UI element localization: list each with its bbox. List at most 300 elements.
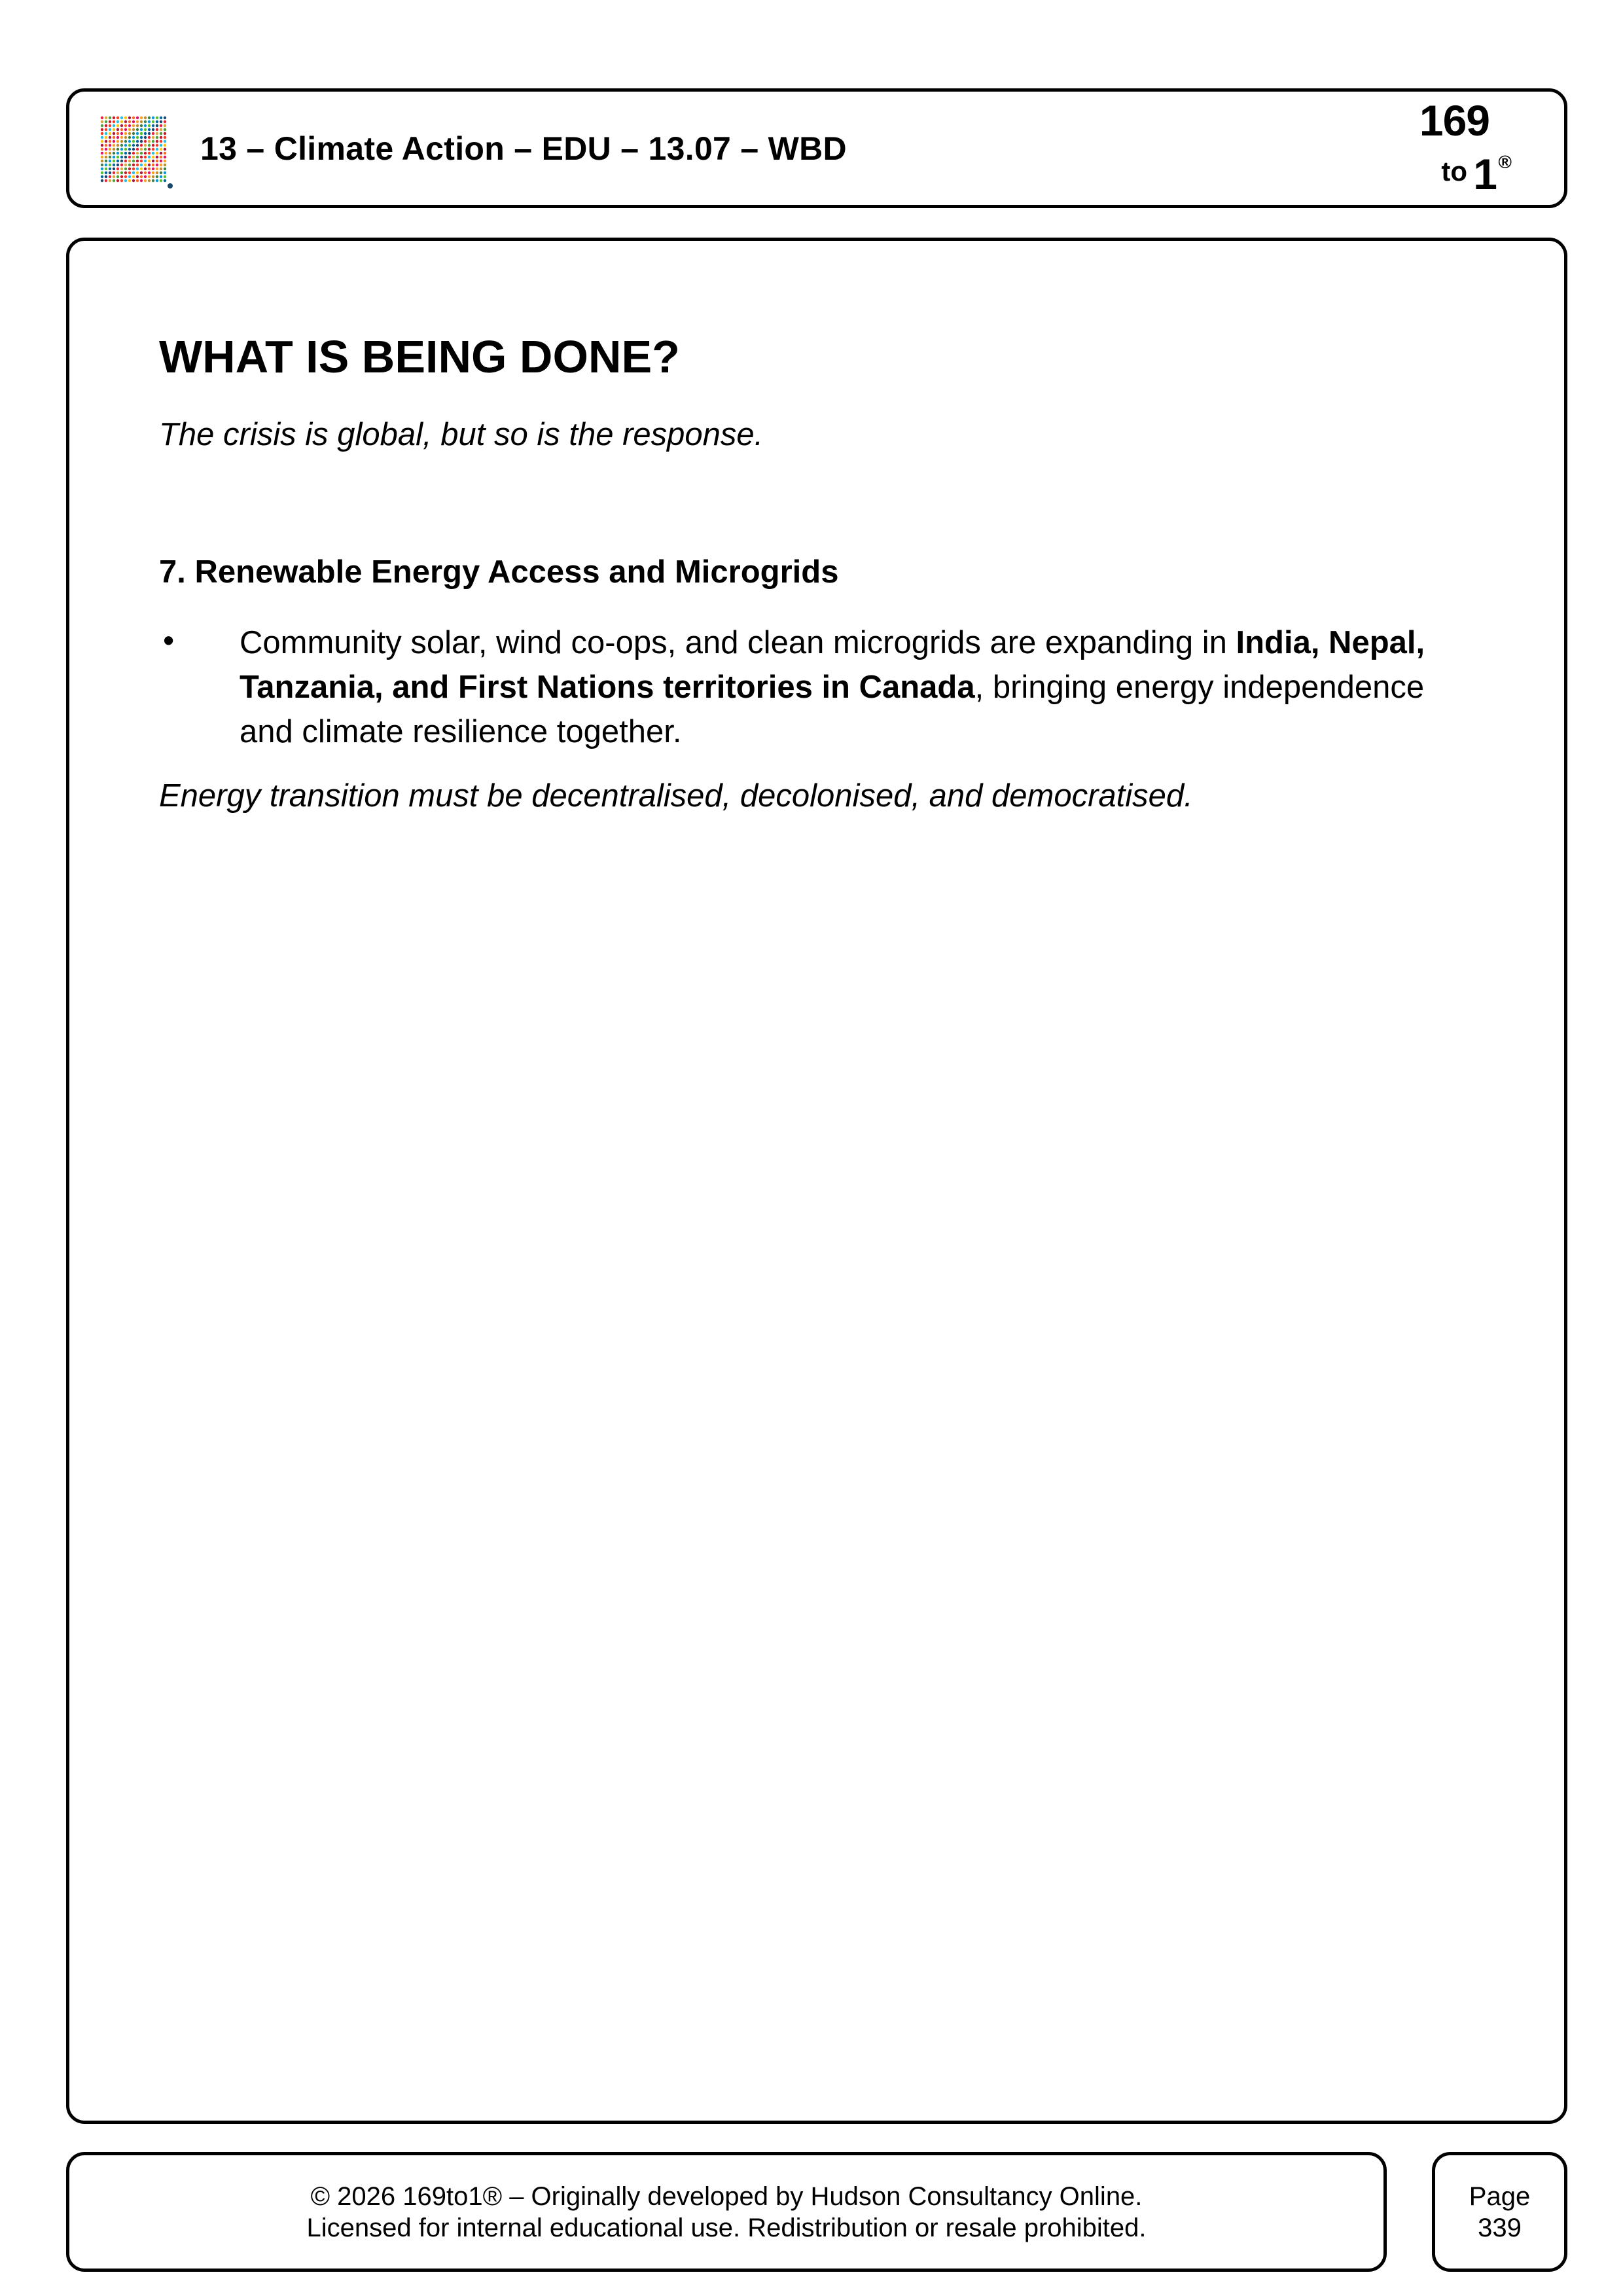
logo-dot	[136, 120, 139, 123]
logo-dot	[105, 179, 107, 182]
logo-dot	[109, 156, 111, 158]
logo-dot	[113, 117, 115, 119]
logo-dot	[160, 179, 162, 182]
registered-mark: ®	[1498, 152, 1512, 172]
logo-dot	[156, 132, 158, 135]
logo-dot	[120, 144, 123, 147]
logo-dot	[120, 140, 123, 143]
logo-dot	[144, 117, 147, 119]
logo-dot	[101, 117, 103, 119]
logo-dot	[124, 144, 127, 147]
logo-dot	[152, 152, 154, 154]
logo-dot	[109, 160, 111, 162]
logo-dot	[101, 164, 103, 166]
logo-dot	[148, 128, 151, 131]
logo-dot	[128, 160, 131, 162]
logo-dot	[116, 148, 119, 151]
sdg-dot-grid-logo-icon	[99, 115, 173, 188]
logo-dot	[152, 124, 154, 127]
logo-dot	[109, 164, 111, 166]
logo-dot	[132, 164, 135, 166]
logo-dot	[128, 132, 131, 135]
logo-dot	[160, 160, 162, 162]
logo-dot	[148, 117, 151, 119]
logo-dot	[128, 140, 131, 143]
logo-dot	[152, 117, 154, 119]
logo-dot	[116, 140, 119, 143]
logo-dot	[128, 152, 131, 154]
logo-dot	[124, 148, 127, 151]
logo-dot	[144, 144, 147, 147]
logo-dot	[136, 136, 139, 139]
logo-dot	[124, 124, 127, 127]
logo-dot	[164, 171, 166, 174]
logo-dot	[164, 144, 166, 147]
logo-dot	[105, 171, 107, 174]
logo-dot	[113, 144, 115, 147]
section-subtitle: The crisis is global, but so is the response.	[159, 417, 764, 452]
logo-dot	[152, 148, 154, 151]
logo-dot	[124, 140, 127, 143]
logo-dot	[136, 171, 139, 174]
logo-dot	[140, 175, 143, 178]
logo-dot	[136, 156, 139, 158]
logo-dot	[101, 156, 103, 158]
logo-dot	[105, 144, 107, 147]
logo-dot	[152, 168, 154, 170]
brand-to: to	[1441, 156, 1467, 187]
logo-dot	[164, 124, 166, 127]
logo-dot	[148, 132, 151, 135]
logo-dot	[148, 136, 151, 139]
logo-dot	[156, 128, 158, 131]
logo-dot	[116, 120, 119, 123]
logo-dot	[105, 136, 107, 139]
logo-dot	[120, 132, 123, 135]
logo-dot	[156, 124, 158, 127]
logo-dot	[136, 148, 139, 151]
logo-dot	[164, 117, 166, 119]
logo-dot	[128, 156, 131, 158]
logo-dot	[144, 156, 147, 158]
logo-dot	[116, 117, 119, 119]
logo-dot	[164, 148, 166, 151]
logo-dot	[140, 148, 143, 151]
logo-dot	[128, 175, 131, 178]
logo-dot	[144, 179, 147, 182]
logo-dot	[152, 128, 154, 131]
logo-dot	[160, 152, 162, 154]
footer-copyright-box	[66, 2152, 1387, 2272]
logo-dot	[120, 171, 123, 174]
logo-dot	[136, 179, 139, 182]
logo-dot	[136, 175, 139, 178]
logo-dot	[164, 140, 166, 143]
brand-one: 1	[1473, 150, 1497, 198]
logo-dot	[101, 132, 103, 135]
logo-dot	[120, 168, 123, 170]
logo-dot	[124, 152, 127, 154]
logo-dot	[156, 120, 158, 123]
logo-dot	[124, 156, 127, 158]
logo-dot	[140, 124, 143, 127]
logo-dot	[132, 140, 135, 143]
logo-dot	[101, 179, 103, 182]
logo-dot	[140, 171, 143, 174]
logo-dot	[120, 156, 123, 158]
logo-dot	[116, 136, 119, 139]
logo-dot	[113, 120, 115, 123]
logo-dot	[124, 120, 127, 123]
logo-dot	[140, 117, 143, 119]
logo-dot	[109, 136, 111, 139]
header-bar	[66, 88, 1567, 208]
logo-dot	[148, 124, 151, 127]
logo-dot	[140, 144, 143, 147]
bullet-text	[240, 620, 1483, 754]
logo-dot	[144, 132, 147, 135]
logo-dot	[152, 164, 154, 166]
brand-logo	[1394, 92, 1512, 205]
logo-dot	[105, 156, 107, 158]
logo-dot	[152, 160, 154, 162]
logo-dot	[160, 148, 162, 151]
logo-dot	[160, 171, 162, 174]
logo-dot	[152, 132, 154, 135]
logo-dot	[113, 171, 115, 174]
logo-dot	[160, 120, 162, 123]
item-heading: 7. Renewable Energy Access and Microgrids	[159, 554, 839, 590]
logo-dot	[160, 136, 162, 139]
logo-dot	[152, 140, 154, 143]
logo-dot	[109, 179, 111, 182]
logo-dot	[128, 136, 131, 139]
footer-text	[69, 2155, 1383, 2269]
logo-dot	[124, 117, 127, 119]
logo-dot	[113, 128, 115, 131]
logo-dot	[144, 140, 147, 143]
logo-dot	[156, 171, 158, 174]
logo-dot	[113, 168, 115, 170]
logo-dot	[156, 117, 158, 119]
logo-dot	[128, 144, 131, 147]
logo-dot	[113, 160, 115, 162]
bullet-text-end: , bringing energy independence and climate resilience together.	[240, 670, 1425, 749]
logo-dot	[160, 132, 162, 135]
logo-dot	[124, 168, 127, 170]
logo-dot	[128, 164, 131, 166]
logo-dot	[101, 152, 103, 154]
logo-dot	[136, 124, 139, 127]
brand-number: 169	[1419, 96, 1489, 145]
logo-dot	[136, 168, 139, 170]
logo-dot	[101, 175, 103, 178]
logo-dot	[101, 160, 103, 162]
logo-dot	[148, 152, 151, 154]
logo-dot	[105, 140, 107, 143]
main-content-panel	[66, 238, 1567, 2124]
logo-dot	[144, 171, 147, 174]
logo-dot	[132, 171, 135, 174]
logo-end-dot	[168, 183, 173, 188]
logo-dot	[164, 179, 166, 182]
page-number-box	[1432, 2152, 1567, 2272]
logo-dot	[132, 160, 135, 162]
section-title: WHAT IS BEING DONE?	[159, 331, 680, 382]
logo-dot	[156, 164, 158, 166]
logo-dot	[120, 120, 123, 123]
logo-dot	[116, 175, 119, 178]
logo-dot	[144, 168, 147, 170]
logo-dot	[101, 128, 103, 131]
bullet-icon: •	[163, 623, 175, 658]
logo-dot	[128, 120, 131, 123]
logo-dot	[105, 148, 107, 151]
logo-dot	[109, 144, 111, 147]
logo-dot	[148, 175, 151, 178]
logo-dot	[132, 144, 135, 147]
bullet-text-start: Community solar, wind co-ops, and clean microgrids are expanding in	[240, 625, 1236, 660]
logo-dot	[109, 124, 111, 127]
logo-dot	[140, 140, 143, 143]
logo-dot	[164, 160, 166, 162]
logo-dot	[160, 124, 162, 127]
logo-dot	[109, 128, 111, 131]
logo-dot	[124, 128, 127, 131]
logo-dot	[156, 156, 158, 158]
logo-dot	[124, 132, 127, 135]
logo-dot	[105, 160, 107, 162]
logo-dot	[120, 152, 123, 154]
logo-dot	[124, 175, 127, 178]
logo-dot	[144, 160, 147, 162]
logo-dot	[156, 140, 158, 143]
logo-dot	[116, 160, 119, 162]
logo-dot	[109, 152, 111, 154]
logo-dot	[124, 164, 127, 166]
logo-dot	[160, 117, 162, 119]
logo-dot	[136, 144, 139, 147]
logo-dot	[160, 156, 162, 158]
logo-dot	[105, 124, 107, 127]
logo-dot	[105, 120, 107, 123]
document-code-title: 13 – Climate Action – EDU – 13.07 – WBD	[200, 130, 847, 167]
logo-dot	[164, 168, 166, 170]
logo-dot	[144, 148, 147, 151]
logo-dot	[136, 117, 139, 119]
logo-dot	[120, 136, 123, 139]
logo-dot	[152, 175, 154, 178]
logo-dot	[136, 132, 139, 135]
logo-dot	[101, 168, 103, 170]
logo-dot	[132, 179, 135, 182]
logo-dot	[136, 140, 139, 143]
logo-dot	[160, 140, 162, 143]
logo-dot	[140, 160, 143, 162]
logo-dot	[105, 175, 107, 178]
logo-dot	[148, 148, 151, 151]
logo-dot	[160, 164, 162, 166]
logo-dot	[120, 148, 123, 151]
logo-dot	[144, 124, 147, 127]
logo-dot	[128, 179, 131, 182]
logo-dot	[120, 124, 123, 127]
logo-dot	[116, 128, 119, 131]
logo-dot	[109, 168, 111, 170]
logo-dot	[116, 124, 119, 127]
logo-dot	[132, 120, 135, 123]
logo-dot	[101, 171, 103, 174]
license-line: Licensed for internal educational use. Redistribution or resale prohibited.	[306, 2213, 1147, 2242]
logo-dot	[140, 164, 143, 166]
logo-dot	[140, 152, 143, 154]
logo-dot	[120, 179, 123, 182]
logo-dot	[113, 175, 115, 178]
logo-dot	[128, 128, 131, 131]
logo-dot	[101, 144, 103, 147]
logo-dot	[148, 144, 151, 147]
logo-dot	[124, 171, 127, 174]
logo-dot	[152, 156, 154, 158]
logo-dot	[109, 148, 111, 151]
logo-dot	[164, 156, 166, 158]
logo-dot	[101, 136, 103, 139]
logo-dot	[128, 148, 131, 151]
logo-dot	[152, 171, 154, 174]
page-value: 339	[1478, 2213, 1522, 2242]
logo-dot	[120, 117, 123, 119]
logo-dot	[144, 128, 147, 131]
logo-dot	[105, 132, 107, 135]
logo-dot	[140, 128, 143, 131]
logo-dot	[160, 168, 162, 170]
logo-dot	[164, 128, 166, 131]
logo-dot	[156, 179, 158, 182]
logo-dot	[140, 156, 143, 158]
logo-dot	[152, 120, 154, 123]
logo-dot	[156, 136, 158, 139]
logo-dot	[132, 148, 135, 151]
logo-dot	[144, 152, 147, 154]
logo-dot	[128, 124, 131, 127]
logo-dot	[148, 168, 151, 170]
logo-dot	[124, 179, 127, 182]
logo-dot	[124, 136, 127, 139]
closing-note: Energy transition must be decentralised, decolonised, and democratised.	[159, 778, 1193, 814]
logo-dot	[164, 132, 166, 135]
logo-dot	[144, 136, 147, 139]
logo-dot	[116, 171, 119, 174]
logo-dot	[156, 168, 158, 170]
logo-dot	[136, 128, 139, 131]
logo-dot	[113, 136, 115, 139]
logo-dot	[101, 120, 103, 123]
logo-dot	[160, 175, 162, 178]
logo-dot	[113, 156, 115, 158]
logo-dot	[101, 148, 103, 151]
logo-dot	[113, 132, 115, 135]
logo-dot	[132, 117, 135, 119]
logo-dot	[132, 156, 135, 158]
logo-dot	[109, 175, 111, 178]
logo-dot	[140, 132, 143, 135]
logo-dot	[116, 132, 119, 135]
logo-dot	[101, 140, 103, 143]
logo-dot	[148, 120, 151, 123]
logo-dot	[116, 144, 119, 147]
logo-dot	[140, 168, 143, 170]
bullet-text-bold: India, Nepal, Tanzania, and First Nations territories in Canada	[240, 625, 1425, 705]
logo-dot	[152, 144, 154, 147]
logo-dot	[148, 160, 151, 162]
logo-dot	[113, 148, 115, 151]
logo-dot	[164, 120, 166, 123]
logo-dot	[156, 160, 158, 162]
logo-dot	[105, 117, 107, 119]
logo-dot	[116, 168, 119, 170]
logo-dot	[132, 124, 135, 127]
logo-dot	[144, 120, 147, 123]
logo-dot	[105, 168, 107, 170]
logo-dot	[156, 144, 158, 147]
logo-dot	[152, 136, 154, 139]
logo-dot	[140, 179, 143, 182]
logo-dot	[120, 175, 123, 178]
logo-dot	[148, 140, 151, 143]
logo-dot	[132, 132, 135, 135]
logo-dot	[132, 152, 135, 154]
logo-dot	[132, 128, 135, 131]
logo-dot	[156, 175, 158, 178]
logo-dot	[105, 152, 107, 154]
logo-dot	[109, 171, 111, 174]
logo-dot	[116, 164, 119, 166]
logo-dot	[109, 132, 111, 135]
logo-dot	[144, 164, 147, 166]
logo-dot	[164, 175, 166, 178]
page-label: Page	[1469, 2181, 1531, 2211]
logo-dot	[148, 171, 151, 174]
logo-dot	[156, 148, 158, 151]
logo-dot	[148, 179, 151, 182]
logo-dot	[136, 164, 139, 166]
logo-dot	[132, 175, 135, 178]
logo-dot	[164, 136, 166, 139]
logo-dot	[101, 124, 103, 127]
logo-dot	[124, 160, 127, 162]
logo-dot	[120, 164, 123, 166]
logo-dot	[113, 152, 115, 154]
logo-dot	[128, 168, 131, 170]
logo-dot	[148, 156, 151, 158]
logo-dot	[160, 128, 162, 131]
logo-dot	[116, 179, 119, 182]
logo-dot	[136, 160, 139, 162]
logo-dot	[113, 124, 115, 127]
logo-dot	[152, 179, 154, 182]
logo-dot	[144, 175, 147, 178]
logo-dot	[116, 152, 119, 154]
logo-dot	[113, 140, 115, 143]
logo-dot	[105, 164, 107, 166]
logo-dot	[140, 136, 143, 139]
page-number	[1435, 2155, 1564, 2269]
logo-dot	[164, 152, 166, 154]
logo-dot	[105, 128, 107, 131]
logo-dot	[132, 168, 135, 170]
logo-dot	[160, 144, 162, 147]
logo-dot	[140, 120, 143, 123]
